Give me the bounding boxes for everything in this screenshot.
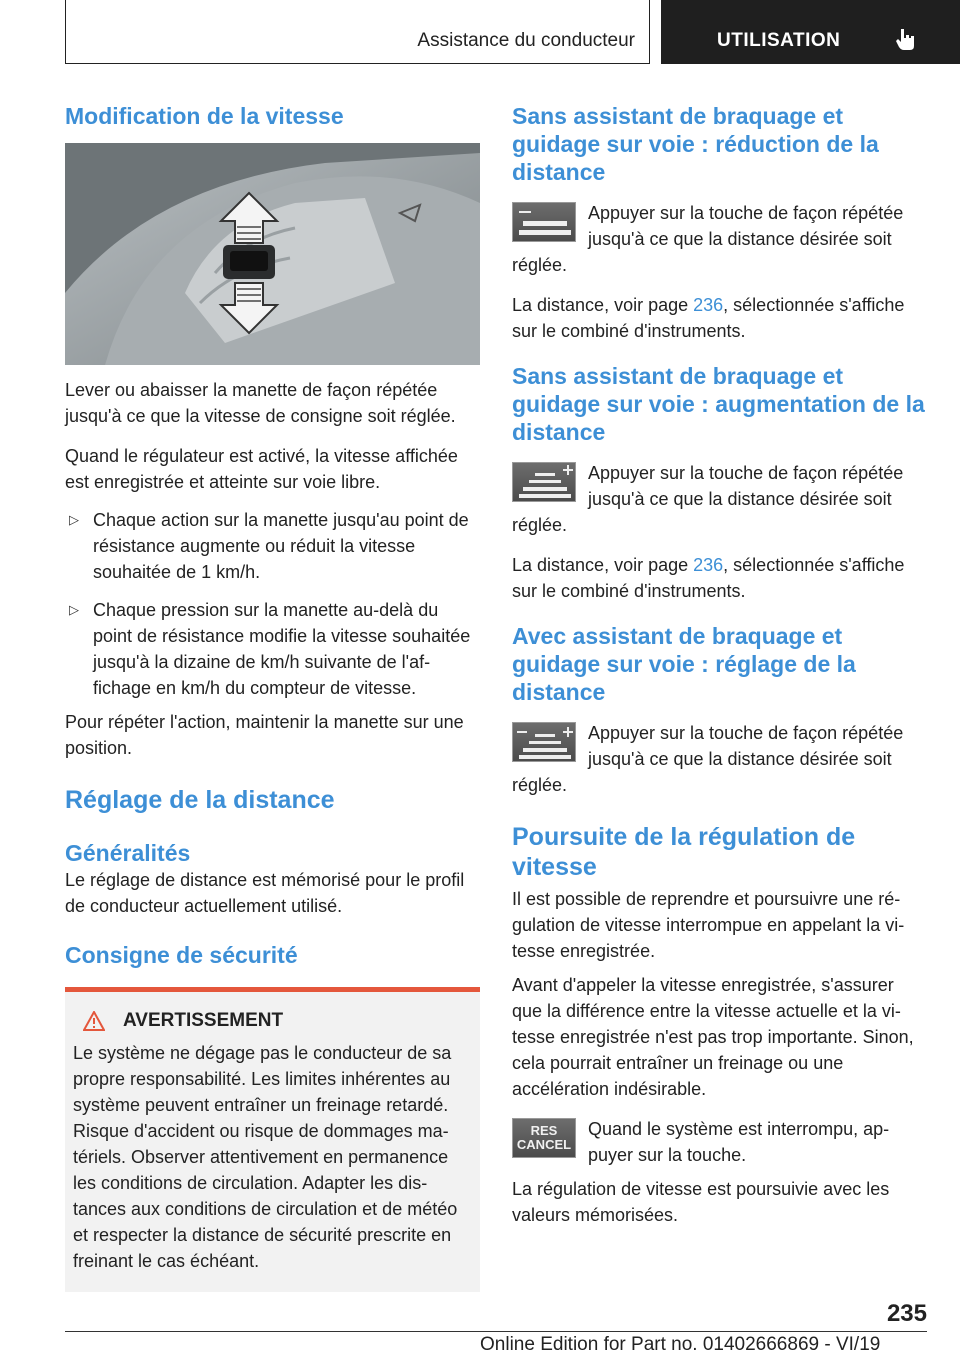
paragraph-distance-page-2: La distance, voir page 236, sélectionnée s'affiche sur le combiné d'instruments. xyxy=(512,555,905,601)
distance-adjust-button-icon xyxy=(512,722,576,762)
paragraph-resume-2: Avant d'appeler la vitesse enregistrée, s'assurer que la différence entre la vitesse actuelle et la vitesse enregistrée n'est pas trop importante. Sinon, cela pourrait entraîner un freinage ou une accélération indésirable. xyxy=(512,975,914,1099)
page-link-236[interactable]: 236 xyxy=(693,555,724,575)
steering-wheel-photo xyxy=(65,143,480,365)
list-item: ▷ Chaque action sur la manette jusqu'au point de résistance augmente ou réduit la vitesse souhaitée de 1 km/h. xyxy=(65,507,480,585)
distance-increase-button-icon xyxy=(512,462,576,502)
header-section-title: Assistance du conducteur xyxy=(417,30,635,51)
paragraph-resume-4: La régulation de vitesse est poursuivie avec les valeurs mémorisées. xyxy=(512,1179,890,1225)
heading-speed-change: Modification de la vitesse xyxy=(65,103,344,129)
increase-distance-row xyxy=(512,460,927,538)
heading-distance-setting: Réglage de la distance xyxy=(65,786,335,814)
steering-wheel-lever-illustration xyxy=(65,143,480,365)
footer-edition: Online Edition for Part no. 01402666869 - VI/19 xyxy=(480,1334,881,1355)
heading-safety: Consigne de sécurité xyxy=(65,942,298,968)
adjust-distance-row xyxy=(512,720,927,798)
resume-row xyxy=(512,1116,927,1168)
triangle-bullet-icon: ▷ xyxy=(69,602,79,617)
triangle-bullet-icon: ▷ xyxy=(69,512,79,527)
warning-box xyxy=(65,987,480,1292)
paragraph-lever: Lever ou abaisser la manette de façon répétée jusqu'à ce que la vitesse de consigne soit réglée. xyxy=(65,380,456,426)
paragraph-distance-page-1: La distance, voir page 236, sélectionnée s'affiche sur le combiné d'instruments. xyxy=(512,295,905,341)
heading-increase-distance: Sans assistant de braquage et guidage sur voie : augmentation de la distance xyxy=(512,363,925,445)
reduce-distance-row xyxy=(512,200,927,278)
page-number: 235 xyxy=(886,1300,927,1327)
heading-resume-speed: Poursuite de la régulation de vitesse xyxy=(512,823,856,881)
warning-text: Le système ne dégage pas le conducteur de sa propre responsabilité. Les limites inhérentes au système peuvent entraîner un freinage retardé. Risque d'accident ou risque de dommages matériels. Observer attentivement en permanence les conditions de circulation. Adapter les distances aux conditions de circulation et de météo et respecter la distance de sécurité prescrite en freinant le cas échéant. xyxy=(73,1043,458,1271)
heading-reduce-distance: Sans assistant de braquage et guidage sur voie : réduction de la distance xyxy=(512,103,879,185)
heading-adjust-distance: Avec assistant de braquage et guidage sur voie : réglage de la distance xyxy=(512,623,856,705)
left-column xyxy=(65,102,480,1292)
list-item: ▷ Chaque pression sur la manette au-delà du point de résistance modifie la vitesse souhaitée jusqu'à la dizaine de km/h suivante de l'affichage en km/h du compteur de vitesse. xyxy=(65,597,480,701)
paragraph-repeat: Pour répéter l'action, maintenir la manette sur une position. xyxy=(65,712,464,758)
paragraph-press-adjust: Appuyer sur la touche de façon répétée jusqu'à ce que la distance désirée soit réglée. xyxy=(512,723,904,795)
header-chapter-tab xyxy=(661,0,960,64)
res-cancel-button-icon: RES CANCEL xyxy=(512,1118,576,1158)
distance-reduce-button-icon xyxy=(512,202,576,242)
paragraph-press-reduce: Appuyer sur la touche de façon répétée jusqu'à ce que la distance désirée soit réglée. xyxy=(512,203,904,275)
hand-pointer-icon xyxy=(893,26,919,52)
paragraph-resume-3: Quand le système est interrompu, appuyer sur la touche. xyxy=(588,1119,890,1165)
footer-divider xyxy=(65,1331,927,1332)
warning-triangle-icon xyxy=(83,1011,105,1031)
right-column xyxy=(512,102,927,1228)
paragraph-press-increase: Appuyer sur la touche de façon répétée jusqu'à ce que la distance désirée soit réglée. xyxy=(512,463,904,535)
bullet-list xyxy=(65,507,480,701)
paragraph-general: Le réglage de distance est mémorisé pour le profil de conducteur actuellement utilisé. xyxy=(65,870,465,916)
chapter-label: UTILISATION xyxy=(717,30,841,51)
paragraph-resume-1: Il est possible de reprendre et poursuivre une régulation de vitesse interrompue en appelant la vitesse enregistrée. xyxy=(512,889,905,961)
paragraph-speed-saved: Quand le régulateur est activé, la vitesse affichée est enregistrée et atteinte sur voie libre. xyxy=(65,446,458,492)
page-link-236[interactable]: 236 xyxy=(693,295,724,315)
header-section-box xyxy=(65,0,650,64)
heading-general: Généralités xyxy=(65,840,191,866)
warning-title: AVERTISSEMENT xyxy=(73,1010,472,1032)
